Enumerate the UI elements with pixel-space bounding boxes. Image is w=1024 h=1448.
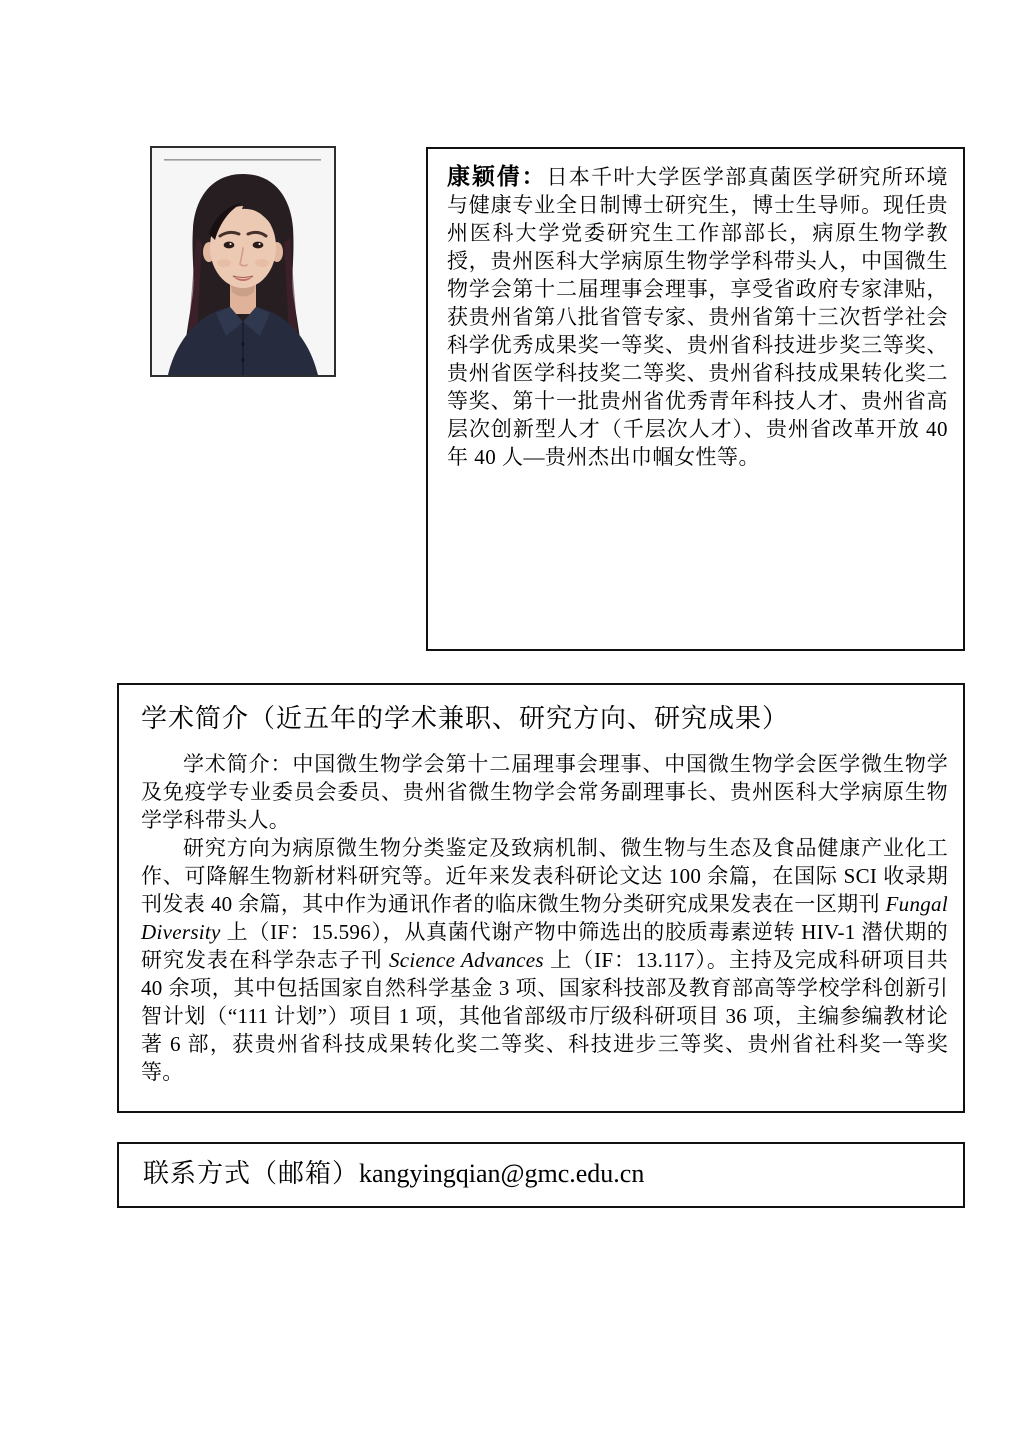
journal-name: Science Advances: [388, 948, 544, 972]
bio-box: [426, 147, 965, 651]
bio-text: [447, 162, 948, 471]
portrait-photo: [150, 146, 336, 377]
academic-paragraph: [141, 834, 948, 1086]
contact-line: [143, 1157, 963, 1191]
academic-paragraph: [141, 750, 948, 834]
contact-label: 联系方式（邮箱）: [143, 1159, 360, 1188]
person-name: 康颖倩：: [447, 163, 547, 189]
academic-intro-box: [117, 683, 965, 1113]
academic-paragraphs: [141, 750, 948, 1086]
academic-intro-title: 学术简介（近五年的学术兼职、研究方向、研究成果）: [141, 704, 790, 733]
contact-email: kangyingqian@gmc.edu.cn: [359, 1159, 645, 1188]
paragraph-text: 上（IF：15.596），从真菌代谢产物中筛选出的胶质毒素逆转 HIV-1 潜伏期的研究发表在科学杂志子刊: [141, 920, 948, 972]
paragraph-text: 研究方向为病原微生物分类鉴定及致病机制、微生物与生态及食品健康产业化工作、可降解生物新材料研究等。近年来发表科研论文达 100 余篇，在国际 SCI 收录期刊发表 40 余篇，其中作为通讯作者的临床微生物分类研究成果发表在一区期刊: [141, 836, 948, 916]
paragraph-text: 上（IF：13.117）。主持及完成科研项目共 40 余项，其中包括国家自然科学基金 3 项、国家科技部及教育部高等学校学科创新引智计划（“111 计划”）项目 1 项，其他省部级市厅级科研项目 36 项，主编参编教材论著 6 部，获贵州省科技成果转化奖二等奖、科技进步三等奖、贵州省社科奖一等奖等。: [141, 948, 948, 1084]
paragraph-text: 学术简介：中国微生物学会第十二届理事会理事、中国微生物学会医学微生物学及免疫学专业委员会委员、贵州省微生物学会常务副理事长、贵州医科大学病原生物学学科带头人。: [141, 752, 948, 832]
contact-box: [117, 1142, 965, 1208]
portrait-photo-image: [152, 148, 334, 375]
bio-description: 日本千叶大学医学部真菌医学研究所环境与健康专业全日制博士研究生，博士生导师。现任贵州医科大学党委研究生工作部部长，病原生物学教授，贵州医科大学病原生物学学科带头人，中国微生物学会第十二届理事会理事，享受省政府专家津贴，获贵州省第八批省管专家、贵州省第十三次哲学社会科学优秀成果奖一等奖、贵州省科技进步奖三等奖、贵州省医学科技奖二等奖、贵州省科技成果转化奖二等奖、第十一批贵州省优秀青年科技人才、贵州省高层次创新型人才（千层次人才）、贵州省改革开放 40 年 40 人—贵州杰出巾帼女性等。: [447, 165, 949, 469]
journal-name: Fungal Diversity: [141, 892, 948, 944]
